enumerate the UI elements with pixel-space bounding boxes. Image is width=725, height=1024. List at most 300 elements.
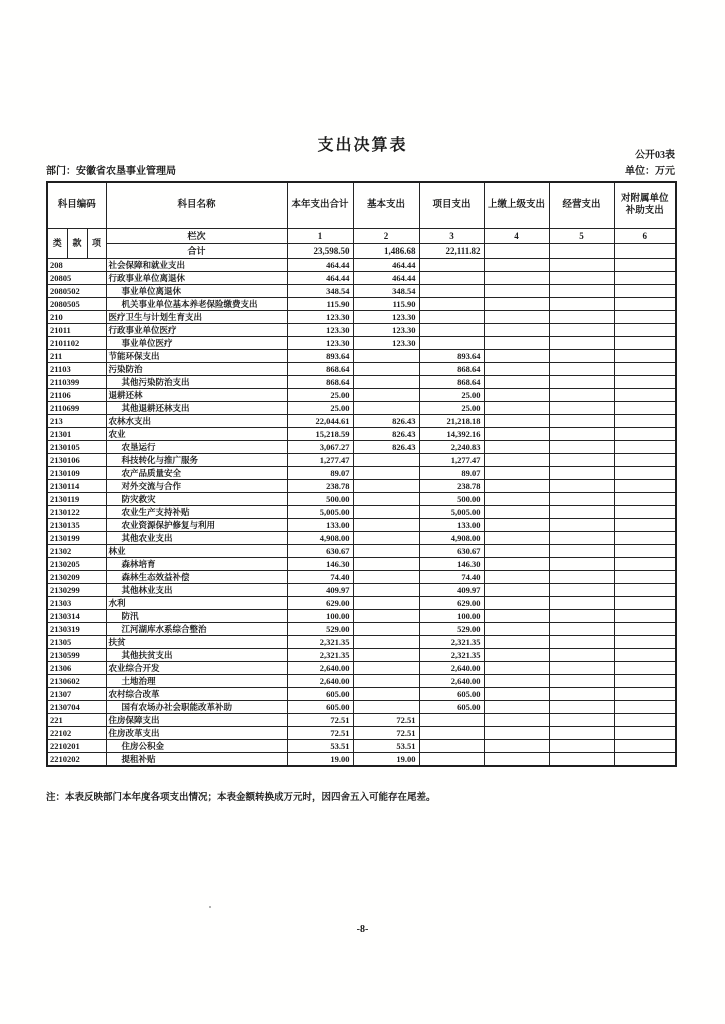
value-cell: 464.44: [353, 258, 419, 271]
value-cell: [614, 700, 676, 713]
value-cell: [549, 531, 614, 544]
column-index-number: 4: [484, 228, 549, 243]
subject-name-cell: 农垦运行: [106, 440, 287, 453]
subject-name-cell: 住房公积金: [106, 739, 287, 752]
value-cell: 629.00: [287, 596, 353, 609]
subject-code-cell: 211: [47, 349, 106, 362]
subject-name-cell: 社会保障和就业支出: [106, 258, 287, 271]
table-row: [47, 453, 676, 466]
value-cell: [614, 752, 676, 766]
header-operating-expenditure: 经营支出: [549, 182, 614, 228]
value-cell: 348.54: [353, 284, 419, 297]
subject-code-cell: 2130135: [47, 518, 106, 531]
value-cell: [419, 726, 484, 739]
subject-code-cell: 2130199: [47, 531, 106, 544]
header-row: [47, 182, 676, 228]
code-level-cell: 项: [87, 228, 106, 258]
total-row: [47, 243, 676, 258]
value-cell: [419, 310, 484, 323]
subject-code-cell: 21306: [47, 661, 106, 674]
value-cell: [353, 375, 419, 388]
column-index-row: [47, 228, 676, 243]
header-project-expenditure: 项目支出: [419, 182, 484, 228]
value-cell: 5,005.00: [287, 505, 353, 518]
value-cell: [353, 648, 419, 661]
value-cell: 25.00: [419, 401, 484, 414]
value-cell: [549, 739, 614, 752]
table-row: [47, 505, 676, 518]
value-cell: [614, 466, 676, 479]
value-cell: [353, 479, 419, 492]
value-cell: 89.07: [419, 466, 484, 479]
value-cell: [614, 635, 676, 648]
value-cell: [484, 505, 549, 518]
subject-code-cell: 2130106: [47, 453, 106, 466]
value-cell: [549, 752, 614, 766]
value-cell: 630.67: [419, 544, 484, 557]
value-cell: [549, 271, 614, 284]
page-title: 支出决算表: [317, 137, 408, 154]
value-cell: [484, 440, 549, 453]
subject-name-cell: 其他退耕还林支出: [106, 401, 287, 414]
value-cell: [549, 323, 614, 336]
header-upper-level-expenditure: 上缴上级支出: [484, 182, 549, 228]
table-row: [47, 713, 676, 726]
subject-name-cell: 医疗卫生与计划生育支出: [106, 310, 287, 323]
value-cell: [614, 362, 676, 375]
value-cell: [549, 401, 614, 414]
value-cell: 605.00: [287, 700, 353, 713]
table-row: [47, 271, 676, 284]
value-cell: [614, 310, 676, 323]
value-cell: [419, 752, 484, 766]
value-cell: 826.43: [353, 440, 419, 453]
value-cell: [549, 440, 614, 453]
table-row: [47, 596, 676, 609]
value-cell: [353, 492, 419, 505]
value-cell: [353, 505, 419, 518]
subject-name-cell: 国有农场办社会职能改革补助: [106, 700, 287, 713]
table-row: [47, 726, 676, 739]
table-row: [47, 323, 676, 336]
value-cell: [484, 310, 549, 323]
value-cell: 100.00: [419, 609, 484, 622]
value-cell: [549, 297, 614, 310]
value-cell: [549, 492, 614, 505]
subject-code-cell: 2110699: [47, 401, 106, 414]
subject-code-cell: 2130119: [47, 492, 106, 505]
value-cell: [419, 336, 484, 349]
subject-name-cell: 住房改革支出: [106, 726, 287, 739]
value-cell: [484, 596, 549, 609]
subject-code-cell: 21303: [47, 596, 106, 609]
table-row: [47, 310, 676, 323]
subject-name-cell: 事业单位离退休: [106, 284, 287, 297]
value-cell: [549, 687, 614, 700]
subject-name-cell: 污染防治: [106, 362, 287, 375]
value-cell: 123.30: [287, 323, 353, 336]
value-cell: [419, 713, 484, 726]
table-row: [47, 375, 676, 388]
value-cell: [353, 362, 419, 375]
value-cell: [549, 258, 614, 271]
value-cell: [549, 427, 614, 440]
value-cell: 500.00: [419, 492, 484, 505]
value-cell: 409.97: [287, 583, 353, 596]
value-cell: 4,908.00: [419, 531, 484, 544]
value-cell: [549, 518, 614, 531]
value-cell: [484, 648, 549, 661]
value-cell: 25.00: [287, 388, 353, 401]
subject-name-cell: 其他污染防治支出: [106, 375, 287, 388]
value-cell: [549, 310, 614, 323]
expenditure-table: [46, 181, 677, 767]
value-cell: 25.00: [287, 401, 353, 414]
value-cell: 53.51: [353, 739, 419, 752]
value-cell: [419, 258, 484, 271]
subject-code-cell: 2130602: [47, 674, 106, 687]
value-cell: [549, 505, 614, 518]
value-cell: 123.30: [353, 336, 419, 349]
value-cell: 74.40: [419, 570, 484, 583]
value-cell: [549, 713, 614, 726]
value-cell: [484, 518, 549, 531]
value-cell: 826.43: [353, 414, 419, 427]
subject-name-cell: 防灾救灾: [106, 492, 287, 505]
subject-name-cell: 提租补贴: [106, 752, 287, 766]
value-cell: 348.54: [287, 284, 353, 297]
table-row: [47, 674, 676, 687]
subject-code-cell: 2130122: [47, 505, 106, 518]
value-cell: [484, 635, 549, 648]
subject-code-cell: 2210201: [47, 739, 106, 752]
value-cell: [549, 726, 614, 739]
value-cell: 100.00: [287, 609, 353, 622]
subject-name-cell: 森林培育: [106, 557, 287, 570]
value-cell: [549, 362, 614, 375]
value-cell: [353, 466, 419, 479]
value-cell: 133.00: [287, 518, 353, 531]
value-cell: [614, 336, 676, 349]
value-cell: [614, 544, 676, 557]
value-cell: [614, 427, 676, 440]
subject-code-cell: 2080505: [47, 297, 106, 310]
subject-code-cell: 2130109: [47, 466, 106, 479]
value-cell: [549, 674, 614, 687]
value-cell: [484, 427, 549, 440]
value-cell: [549, 648, 614, 661]
value-cell: 115.90: [287, 297, 353, 310]
value-cell: [484, 401, 549, 414]
table-row: [47, 752, 676, 766]
value-cell: 21,218.18: [419, 414, 484, 427]
table-body: [47, 228, 676, 766]
value-cell: 605.00: [419, 700, 484, 713]
value-cell: [614, 388, 676, 401]
value-cell: [614, 713, 676, 726]
value-cell: 72.51: [287, 713, 353, 726]
subject-code-cell: 2210202: [47, 752, 106, 766]
subject-code-cell: 20805: [47, 271, 106, 284]
subject-name-cell: 农林水支出: [106, 414, 287, 427]
value-cell: [353, 570, 419, 583]
value-cell: 53.51: [287, 739, 353, 752]
subject-name-cell: 农业资源保护修复与利用: [106, 518, 287, 531]
value-cell: [484, 622, 549, 635]
table-row: [47, 557, 676, 570]
value-cell: 605.00: [287, 687, 353, 700]
value-cell: [549, 661, 614, 674]
header-subject-name: 科目名称: [106, 182, 287, 228]
value-cell: [614, 271, 676, 284]
value-cell: [549, 596, 614, 609]
total-value-cell: [484, 243, 549, 258]
unit-label: 单位：万元: [625, 166, 675, 177]
table-row: [47, 297, 676, 310]
value-cell: 25.00: [419, 388, 484, 401]
subject-code-cell: 21307: [47, 687, 106, 700]
value-cell: [614, 596, 676, 609]
value-cell: 464.44: [287, 258, 353, 271]
table-row: [47, 609, 676, 622]
value-cell: [549, 583, 614, 596]
subject-name-cell: 其他林业支出: [106, 583, 287, 596]
subject-code-cell: 208: [47, 258, 106, 271]
subject-code-cell: 2130205: [47, 557, 106, 570]
value-cell: [353, 687, 419, 700]
value-cell: 2,640.00: [419, 674, 484, 687]
subject-code-cell: 21106: [47, 388, 106, 401]
value-cell: [614, 674, 676, 687]
value-cell: [614, 440, 676, 453]
value-cell: [549, 466, 614, 479]
value-cell: [353, 700, 419, 713]
subject-name-cell: 行政事业单位医疗: [106, 323, 287, 336]
table-row: [47, 388, 676, 401]
value-cell: [484, 687, 549, 700]
meta-row: [46, 162, 675, 177]
value-cell: [353, 518, 419, 531]
value-cell: [614, 375, 676, 388]
value-cell: 19.00: [287, 752, 353, 766]
value-cell: [614, 323, 676, 336]
table-row: [47, 700, 676, 713]
value-cell: [614, 687, 676, 700]
scan-speck: [209, 906, 211, 908]
total-value-cell: 22,111.82: [419, 243, 484, 258]
value-cell: [484, 700, 549, 713]
value-cell: [614, 297, 676, 310]
table-row: [47, 336, 676, 349]
subject-code-cell: 2130114: [47, 479, 106, 492]
subject-name-cell: 农村综合改革: [106, 687, 287, 700]
value-cell: [549, 609, 614, 622]
column-index-number: 6: [614, 228, 676, 243]
value-cell: [549, 622, 614, 635]
value-cell: [484, 284, 549, 297]
department-label: 部门：安徽省农垦事业管理局: [46, 166, 176, 177]
column-index-number: 2: [353, 228, 419, 243]
value-cell: [484, 583, 549, 596]
value-cell: 868.64: [419, 362, 484, 375]
value-cell: [614, 284, 676, 297]
value-cell: [484, 492, 549, 505]
value-cell: 133.00: [419, 518, 484, 531]
table-row: [47, 635, 676, 648]
subject-code-cell: 2130704: [47, 700, 106, 713]
code-level-cell: 类: [47, 228, 67, 258]
value-cell: 893.64: [419, 349, 484, 362]
form-code-label: 公开03表: [635, 150, 675, 161]
value-cell: [549, 700, 614, 713]
value-cell: [484, 531, 549, 544]
table-row: [47, 661, 676, 674]
value-cell: [484, 726, 549, 739]
value-cell: [484, 271, 549, 284]
table-row: [47, 427, 676, 440]
subject-code-cell: 21103: [47, 362, 106, 375]
value-cell: [614, 661, 676, 674]
value-cell: 2,321.35: [287, 635, 353, 648]
value-cell: [353, 583, 419, 596]
subject-code-cell: 2101102: [47, 336, 106, 349]
table-row: [47, 570, 676, 583]
table-row: [47, 349, 676, 362]
value-cell: [484, 349, 549, 362]
subject-code-cell: 2130599: [47, 648, 106, 661]
subject-name-cell: 扶贫: [106, 635, 287, 648]
value-cell: [614, 492, 676, 505]
value-cell: 123.30: [353, 323, 419, 336]
subject-code-cell: 21301: [47, 427, 106, 440]
value-cell: [484, 297, 549, 310]
table-row: [47, 414, 676, 427]
value-cell: [484, 258, 549, 271]
value-cell: [614, 479, 676, 492]
subject-code-cell: 2130209: [47, 570, 106, 583]
value-cell: [353, 596, 419, 609]
subject-code-cell: 2110399: [47, 375, 106, 388]
subject-name-cell: 农业: [106, 427, 287, 440]
subject-code-cell: 210: [47, 310, 106, 323]
value-cell: [614, 453, 676, 466]
table-note: 注：本表反映部门本年度各项支出情况；本表金额转换成万元时，因四舍五入可能存在尾差。: [46, 793, 436, 803]
value-cell: [614, 583, 676, 596]
subject-name-cell: 农产品质量安全: [106, 466, 287, 479]
subject-code-cell: 213: [47, 414, 106, 427]
value-cell: 2,640.00: [419, 661, 484, 674]
subject-name-cell: 退耕还林: [106, 388, 287, 401]
value-cell: 893.64: [287, 349, 353, 362]
value-cell: 4,908.00: [287, 531, 353, 544]
value-cell: 2,240.83: [419, 440, 484, 453]
total-value-cell: 23,598.50: [287, 243, 353, 258]
header-basic-expenditure: 基本支出: [353, 182, 419, 228]
table-row: [47, 492, 676, 505]
value-cell: 72.51: [287, 726, 353, 739]
header-total-expenditure: 本年支出合计: [287, 182, 353, 228]
value-cell: [353, 635, 419, 648]
subject-name-cell: 防汛: [106, 609, 287, 622]
column-index-number: 5: [549, 228, 614, 243]
value-cell: 464.44: [287, 271, 353, 284]
value-cell: [549, 375, 614, 388]
value-cell: 409.97: [419, 583, 484, 596]
value-cell: 123.30: [287, 310, 353, 323]
value-cell: [614, 739, 676, 752]
value-cell: [484, 557, 549, 570]
value-cell: 72.51: [353, 726, 419, 739]
value-cell: [353, 544, 419, 557]
subject-code-cell: 2130299: [47, 583, 106, 596]
subject-name-cell: 森林生态效益补偿: [106, 570, 287, 583]
value-cell: 2,321.35: [419, 635, 484, 648]
value-cell: 123.30: [353, 310, 419, 323]
total-value-cell: [549, 243, 614, 258]
total-value-cell: [614, 243, 676, 258]
value-cell: [353, 609, 419, 622]
value-cell: [484, 570, 549, 583]
value-cell: [419, 271, 484, 284]
value-cell: [549, 557, 614, 570]
value-cell: [419, 297, 484, 310]
value-cell: [549, 479, 614, 492]
subject-code-cell: 21302: [47, 544, 106, 557]
column-index-number: 3: [419, 228, 484, 243]
value-cell: 19.00: [353, 752, 419, 766]
value-cell: [484, 453, 549, 466]
value-cell: [484, 375, 549, 388]
value-cell: [484, 466, 549, 479]
value-cell: [614, 414, 676, 427]
value-cell: [549, 414, 614, 427]
value-cell: 500.00: [287, 492, 353, 505]
table-row: [47, 440, 676, 453]
value-cell: [549, 635, 614, 648]
total-label: 合计: [106, 243, 287, 258]
value-cell: [484, 362, 549, 375]
value-cell: 630.67: [287, 544, 353, 557]
value-cell: [353, 557, 419, 570]
value-cell: [614, 609, 676, 622]
value-cell: 146.30: [419, 557, 484, 570]
value-cell: 89.07: [287, 466, 353, 479]
value-cell: [484, 661, 549, 674]
value-cell: 238.78: [419, 479, 484, 492]
subject-name-cell: 对外交流与合作: [106, 479, 287, 492]
value-cell: [419, 323, 484, 336]
subject-code-cell: 2130314: [47, 609, 106, 622]
subject-name-cell: 行政事业单位离退休: [106, 271, 287, 284]
value-cell: [353, 388, 419, 401]
subject-name-cell: 江河湖库水系综合整治: [106, 622, 287, 635]
value-cell: 5,005.00: [419, 505, 484, 518]
subject-name-cell: 农业生产支持补贴: [106, 505, 287, 518]
table-row: [47, 466, 676, 479]
subject-name-cell: 事业单位医疗: [106, 336, 287, 349]
value-cell: 2,321.35: [287, 648, 353, 661]
value-cell: [549, 570, 614, 583]
subject-name-cell: 水利: [106, 596, 287, 609]
value-cell: [549, 544, 614, 557]
value-cell: [484, 388, 549, 401]
column-index-number: 1: [287, 228, 353, 243]
value-cell: 115.90: [353, 297, 419, 310]
value-cell: 2,640.00: [287, 661, 353, 674]
value-cell: [484, 479, 549, 492]
subject-name-cell: 其他农业支出: [106, 531, 287, 544]
subject-code-cell: 21011: [47, 323, 106, 336]
